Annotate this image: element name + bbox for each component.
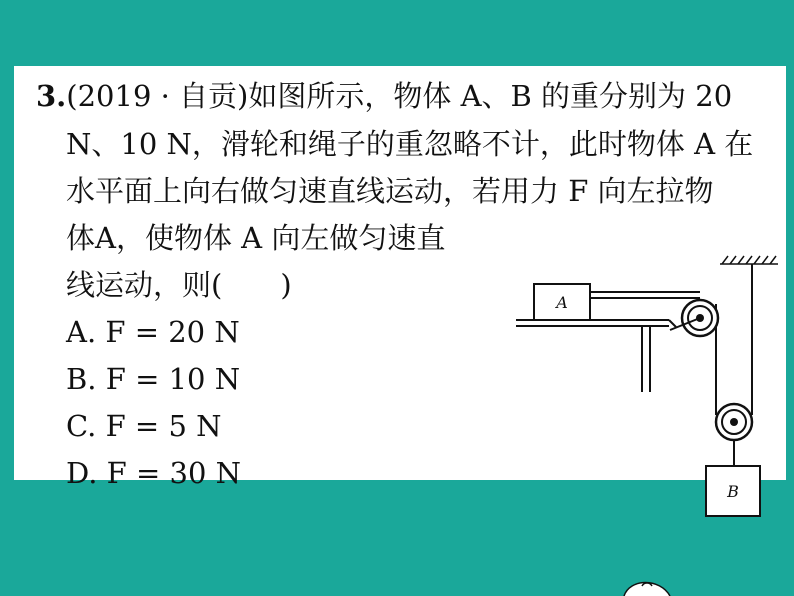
decorative-doodle-icon <box>620 572 680 596</box>
option-c[interactable]: C. F = 5 N <box>66 409 222 443</box>
question-text-line: N、10 N，滑轮和绳子的重忽略不计，此时物体 A 在 <box>66 127 754 161</box>
option-b[interactable]: B. F = 10 N <box>66 362 241 396</box>
fixed-pulley <box>670 300 718 336</box>
block-a-label: A <box>556 293 568 312</box>
block-b-label: B <box>727 482 739 501</box>
option-d[interactable]: D. F = 30 N <box>66 456 242 490</box>
question-card <box>14 66 786 501</box>
question-number: 3. <box>36 79 67 113</box>
question-text-line: (2019 · 自贡)如图所示，物体 A、B 的重分别为 20 <box>66 79 733 113</box>
option-a[interactable]: A. F = 20 N <box>66 315 240 349</box>
question-text-line: 体A，使物体 A 向左做匀速直 <box>66 221 446 255</box>
question-text-line: 水平面上向右做匀速直线运动，若用力 F 向左拉物 <box>66 174 714 208</box>
ceiling-mount <box>720 256 778 264</box>
table <box>516 320 676 392</box>
pulley-diagram <box>494 252 784 501</box>
movable-pulley <box>716 404 752 440</box>
question-line-1 <box>36 76 732 116</box>
question-text-line: 线运动，则( ) <box>66 268 292 302</box>
